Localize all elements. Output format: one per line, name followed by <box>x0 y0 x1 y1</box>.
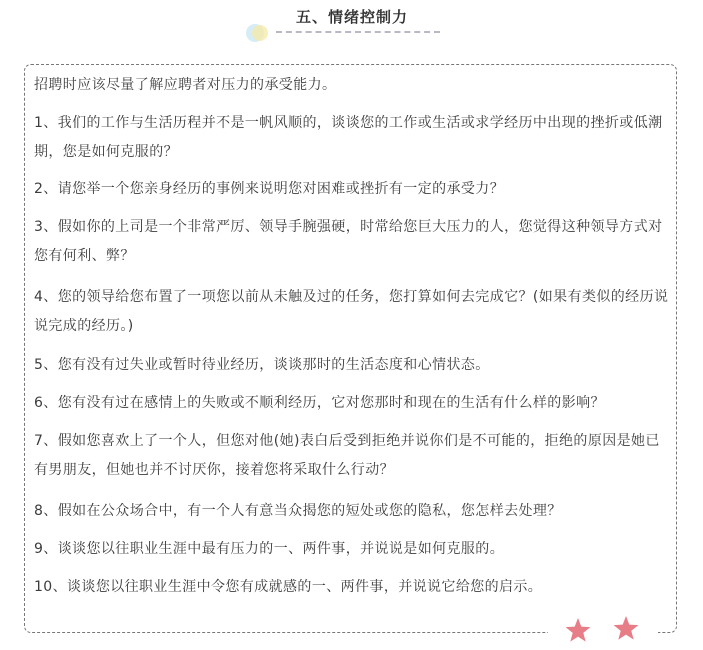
question-5: 5、您有没有过失业或暂时待业经历，谈谈那时的生活态度和心情状态。 <box>34 357 490 373</box>
decorative-stars <box>548 612 658 650</box>
section-header <box>0 0 703 50</box>
intro-paragraph: 招聘时应该尽量了解应聘者对压力的承受能力。 <box>34 77 337 93</box>
question-3: 3、假如你的上司是一个非常严厉、领导手腕强硬，时常给您巨大压力的人，您觉得这种领导方式对您有何利、弊？ <box>34 219 663 264</box>
star-icon <box>614 616 639 640</box>
question-7: 7、假如您喜欢上了一个人，但您对他(她)表白后受到拒绝并说你们是不可能的，拒绝的原因是她已有男朋友，但她也并不讨厌你，接着您将采取什么行动？ <box>34 433 660 478</box>
question-6: 6、您有没有过在感情上的失败或不顺利经历，它对您那时和现在的生活有什么样的影响？ <box>34 395 605 411</box>
question-9: 9、谈谈您以往职业生涯中最有压力的一、两件事，并说说是如何克服的。 <box>34 541 505 557</box>
question-10: 10、谈谈您以往职业生涯中令您有成就感的一、两件事，并说说它给您的启示。 <box>34 579 543 595</box>
question-1: 1、我们的工作与生活历程并不是一帆风顺的，谈谈您的工作或生活或求学经历中出现的挫折或低潮期，您是如何克服的？ <box>34 115 663 160</box>
title-underline <box>276 31 440 33</box>
question-8: 8、假如在公众场合中，有一个人有意当众揭您的短处或您的隐私，您怎样去处理？ <box>34 503 562 519</box>
question-2: 2、请您举一个您亲身经历的事例来说明您对困难或挫折有一定的承受力？ <box>34 181 505 197</box>
decorative-circles-icon <box>244 22 272 44</box>
section-title: 五、情绪控制力 <box>296 8 409 26</box>
star-icon <box>566 618 591 642</box>
question-4: 4、您的领导给您布置了一项您以前从未触及过的任务，您打算如何去完成它？(如果有类似的经历说说完成的经历。) <box>34 289 669 334</box>
